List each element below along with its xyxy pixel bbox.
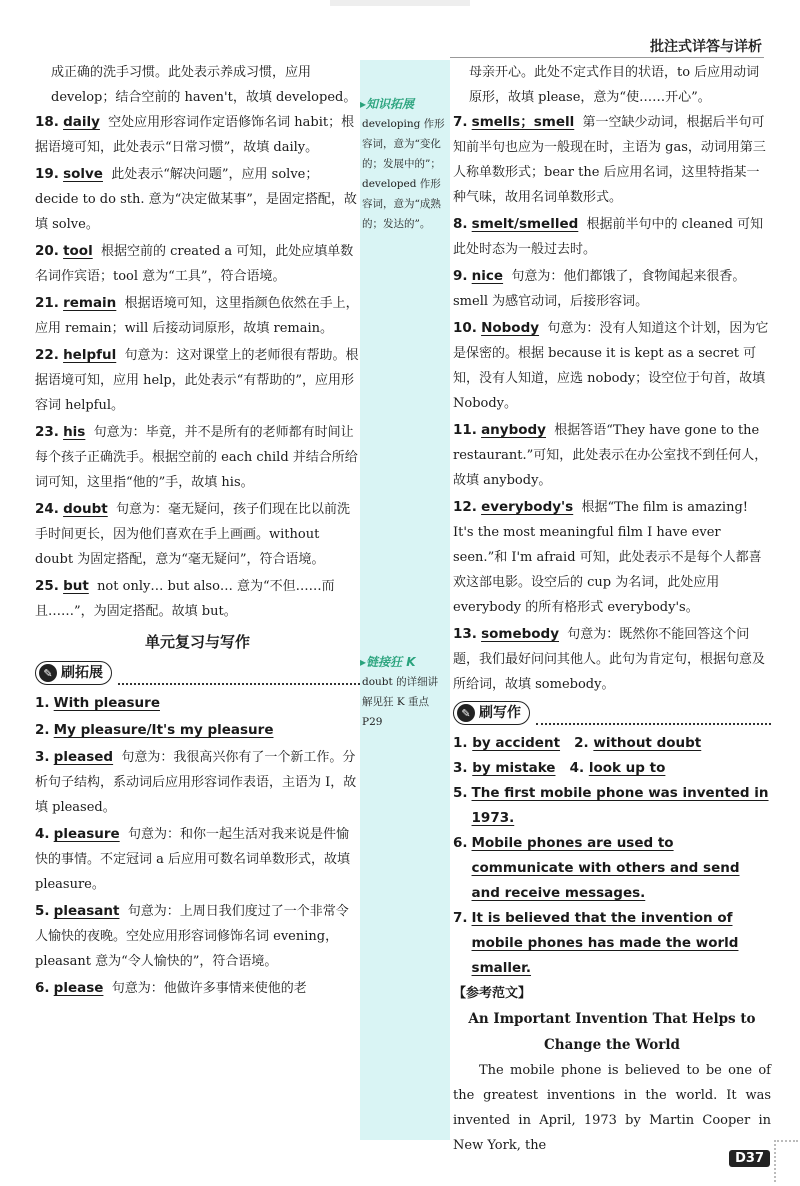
- item-answer: by accident: [472, 735, 561, 751]
- sentence-items: [453, 781, 771, 981]
- item-answer: somebody: [481, 626, 559, 642]
- item-answer: remain: [63, 295, 117, 311]
- item-number: 7.: [453, 114, 468, 130]
- item-explanation: 句意为：上周日我们度过了一个非常令人愉快的夜晚。空处应用形容词修饰名词 evening，pleasant 意为“令人愉快的”，符合语境。: [35, 904, 349, 969]
- answer-item: [453, 622, 771, 697]
- item-answer: please: [53, 980, 104, 996]
- answer-item: [453, 316, 771, 416]
- link-tag: ▸链接狂 K: [360, 655, 416, 669]
- item-answer: but: [63, 578, 89, 594]
- item-explanation: 此处表示“解决问题”，应用 solve；decide to do sth. 意为“决定做某事”，是固定搭配，故填 solve。: [35, 167, 357, 232]
- writing-row: [453, 756, 771, 781]
- item-answer: helpful: [63, 347, 117, 363]
- item-answer: tool: [63, 243, 93, 259]
- item-number: 1.: [35, 695, 50, 711]
- answer-item: [453, 264, 771, 314]
- item-number: 23.: [35, 424, 59, 440]
- knowledge-note: [360, 94, 448, 234]
- dotted-rule: [118, 671, 360, 685]
- essay-title-1: An Important Invention That Helps to: [468, 1011, 756, 1027]
- answer-item: [35, 718, 360, 743]
- item-answer: everybody's: [481, 499, 574, 515]
- item-number: 21.: [35, 295, 59, 311]
- item-explanation: 句意为：既然你不能回答这个问题，我们最好问问其他人。此句为肯定句，根据句意及所给词，故填 somebody。: [453, 627, 766, 692]
- left-items: [35, 110, 360, 624]
- item-explanation: 根据空前的 created a 可知，此处应填单数名词作宾语；tool 意为“工具”，符合语境。: [35, 244, 354, 284]
- answer-item: [453, 418, 771, 493]
- item-answer: doubt: [63, 501, 108, 517]
- right-intro: 母亲开心。此处不定式作目的状语，to 后应用动词原形，故填 please，意为“使……开心”。: [469, 65, 760, 105]
- item-answer: pleasant: [53, 903, 120, 919]
- reference-label: 【参考范文】: [453, 986, 532, 1001]
- item-answer: anybody: [481, 422, 546, 438]
- item-answer: smelt/smelled: [471, 216, 579, 232]
- answer-item: [35, 574, 360, 624]
- item-number: 8.: [453, 216, 468, 232]
- header-divider: [450, 57, 764, 58]
- link-note-text: doubt 的详细讲解见狂 K 重点 P29: [362, 676, 439, 728]
- top-decoration: [330, 0, 470, 6]
- item-explanation: 句意为：和你一起生活对我来说是件愉快的事情。不定冠词 a 后应用可数名词单数形式，故填 pleasure。: [35, 827, 351, 892]
- brush-icon: ✎: [457, 704, 475, 722]
- item-number: 18.: [35, 114, 59, 130]
- item-explanation: 句意为：毕竟，并不是所有的老师都有时间让每个孩子正确洗手。根据空前的 each child 并结合所给词可知，这里指“他的”手，故填 his。: [35, 425, 358, 490]
- item-number: 22.: [35, 347, 59, 363]
- sentence-row: [453, 831, 771, 906]
- item-number: 10.: [453, 320, 477, 336]
- item-number: 6.: [453, 835, 468, 851]
- item-answer: look up to: [588, 760, 666, 776]
- item-number: 5.: [35, 903, 50, 919]
- page-header-title: 批注式详答与详析: [650, 39, 762, 55]
- item-answer: solve: [63, 166, 103, 182]
- answer-item: [453, 495, 771, 620]
- item-number: 4.: [569, 760, 585, 776]
- item-number: 3.: [35, 749, 50, 765]
- answer-item: [453, 110, 771, 210]
- item-number: 25.: [35, 578, 59, 594]
- item-explanation: 句意为：他做许多事情来使他的老: [111, 981, 307, 996]
- link-note: [360, 652, 448, 732]
- item-number: 20.: [35, 243, 59, 259]
- item-explanation: 句意为：他们都饿了，食物闻起来很香。smell 为感官动词，后接形容词。: [453, 269, 746, 309]
- answer-item: [35, 239, 360, 289]
- left-intro: 成正确的洗手习惯。此处表示养成习惯，应用 develop；结合空前的 haven't，故填 developed。: [51, 65, 357, 105]
- item-explanation: 句意为：我很高兴你有了一个新工作。分析句子结构，系动词后应用形容词作表语，主语为 I，故填 pleased。: [35, 750, 357, 815]
- item-number: 24.: [35, 501, 59, 517]
- item-number: 12.: [453, 499, 477, 515]
- item-answer: My pleasure/It's my pleasure: [53, 722, 274, 738]
- sentence-row: [453, 781, 771, 831]
- answer-item: [35, 420, 360, 495]
- knowledge-tag: ▸知识拓展: [360, 97, 415, 111]
- item-explanation: 句意为：这对课堂上的老师很有帮助。根据语境可知，应用 help，此处表示“有帮助的”，应用形容词 helpful。: [35, 348, 359, 413]
- item-explanation: 第一空缺少动词，根据后半句可知前半句也应为一般现在时，主语为 gas，动词用第三人称单数形式；bear the 后应用名词，这里特指某一种气味，故用名词单数形式。: [453, 115, 766, 205]
- item-answer: without doubt: [593, 735, 702, 751]
- item-answer: by mistake: [472, 760, 556, 776]
- writing-badge: ✎ 刷写作: [453, 701, 530, 725]
- item-answer: smells；smell: [471, 114, 575, 130]
- item-explanation: 根据答语“They have gone to the restaurant.”可知，此处表示在办公室找不到任何人，故填 anybody。: [453, 423, 768, 488]
- item-number: 3.: [453, 760, 468, 776]
- extend-items: [35, 691, 360, 1001]
- item-answer: With pleasure: [53, 695, 160, 711]
- sentence-answer: Mobile phones are used to communicate with others and send and receive messages.: [471, 835, 740, 901]
- item-explanation: 句意为：毫无疑问，孩子们现在比以前洗手时间更长，因为他们喜欢在手上画画。without doubt 为固定搭配，意为“毫无疑问”，符合语境。: [35, 502, 351, 567]
- answer-item: [35, 110, 360, 160]
- item-answer: his: [63, 424, 86, 440]
- page-number: D37: [729, 1150, 770, 1167]
- extend-badge: ✎ 刷拓展: [35, 661, 112, 685]
- item-number: 2.: [35, 722, 50, 738]
- item-number: 4.: [35, 826, 50, 842]
- item-number: 5.: [453, 785, 468, 801]
- sentence-answer: It is believed that the invention of mobile phones has made the world smaller.: [471, 910, 739, 976]
- item-explanation: not only… but also… 意为“不但……而且……”，为固定搭配。故填 but。: [35, 579, 335, 619]
- item-explanation: 句意为：没有人知道这个计划，因为它是保密的。根据 because it is kept as a secret 可知，没有人知道，应选 nobody；设空位于句首，故填 Nobody。: [453, 321, 769, 411]
- annotation-sidebar: [360, 60, 450, 1140]
- item-answer: nice: [471, 268, 504, 284]
- answer-item: [35, 691, 360, 716]
- essay-title-2: Change the World: [544, 1037, 680, 1053]
- answer-item: [35, 899, 360, 974]
- answer-item: [35, 343, 360, 418]
- knowledge-note-text: developing 作形容词，意为“变化的；发展中的”；developed 作形容词，意为“成熟的；发达的”。: [362, 118, 445, 230]
- item-explanation: 根据语境可知，这里指颜色依然在手上，应用 remain；will 后接动词原形，故填 remain。: [35, 296, 359, 336]
- badge-row-extend: [35, 661, 360, 685]
- item-number: 1.: [453, 735, 468, 751]
- writing-items: [453, 731, 771, 781]
- item-number: 7.: [453, 910, 468, 926]
- section-title: 单元复习与写作: [144, 633, 250, 651]
- item-number: 9.: [453, 268, 468, 284]
- badge-row-writing: [453, 701, 771, 725]
- item-answer: daily: [63, 114, 100, 130]
- essay-text: The mobile phone is believed to be one of the greatest inventions in the world. It was invented in April, 1973 by Martin Cooper in New York, the: [453, 1063, 771, 1153]
- answer-item: [35, 822, 360, 897]
- sentence-row: [453, 906, 771, 981]
- item-explanation: 根据“The film is amazing! It's the most meaningful film I have ever seen.”和 I'm afraid 可知，此处表示不是每个人都喜欢这部电影。设空后的 cup 为名词，此处应用 everybody 的所有格形式 everybody's。: [453, 500, 762, 615]
- left-column: [35, 60, 360, 1003]
- item-number: 19.: [35, 166, 59, 182]
- item-answer: pleasure: [53, 826, 120, 842]
- answer-item: [35, 162, 360, 237]
- right-column: [453, 60, 771, 1158]
- dotted-rule: [536, 711, 771, 725]
- answer-item: [453, 212, 771, 262]
- brush-icon: ✎: [39, 664, 57, 682]
- item-number: 2.: [574, 735, 589, 751]
- writing-row: [453, 731, 771, 756]
- corner-decoration: [774, 1140, 798, 1182]
- answer-item: [35, 497, 360, 572]
- item-number: 6.: [35, 980, 50, 996]
- answer-item: [35, 976, 360, 1001]
- item-answer: pleased: [53, 749, 114, 765]
- item-number: 13.: [453, 626, 477, 642]
- sentence-answer: The first mobile phone was invented in 1973.: [471, 785, 769, 826]
- answer-item: [35, 291, 360, 341]
- item-number: 11.: [453, 422, 477, 438]
- item-answer: Nobody: [481, 320, 540, 336]
- item-explanation: 根据前半句中的 cleaned 可知此处时态为一般过去时。: [453, 217, 764, 257]
- answer-item: [35, 745, 360, 820]
- item-explanation: 空处应用形容词作定语修饰名词 habit；根据语境可知，此处表示“日常习惯”，故填 daily。: [35, 115, 355, 155]
- right-items: [453, 110, 771, 697]
